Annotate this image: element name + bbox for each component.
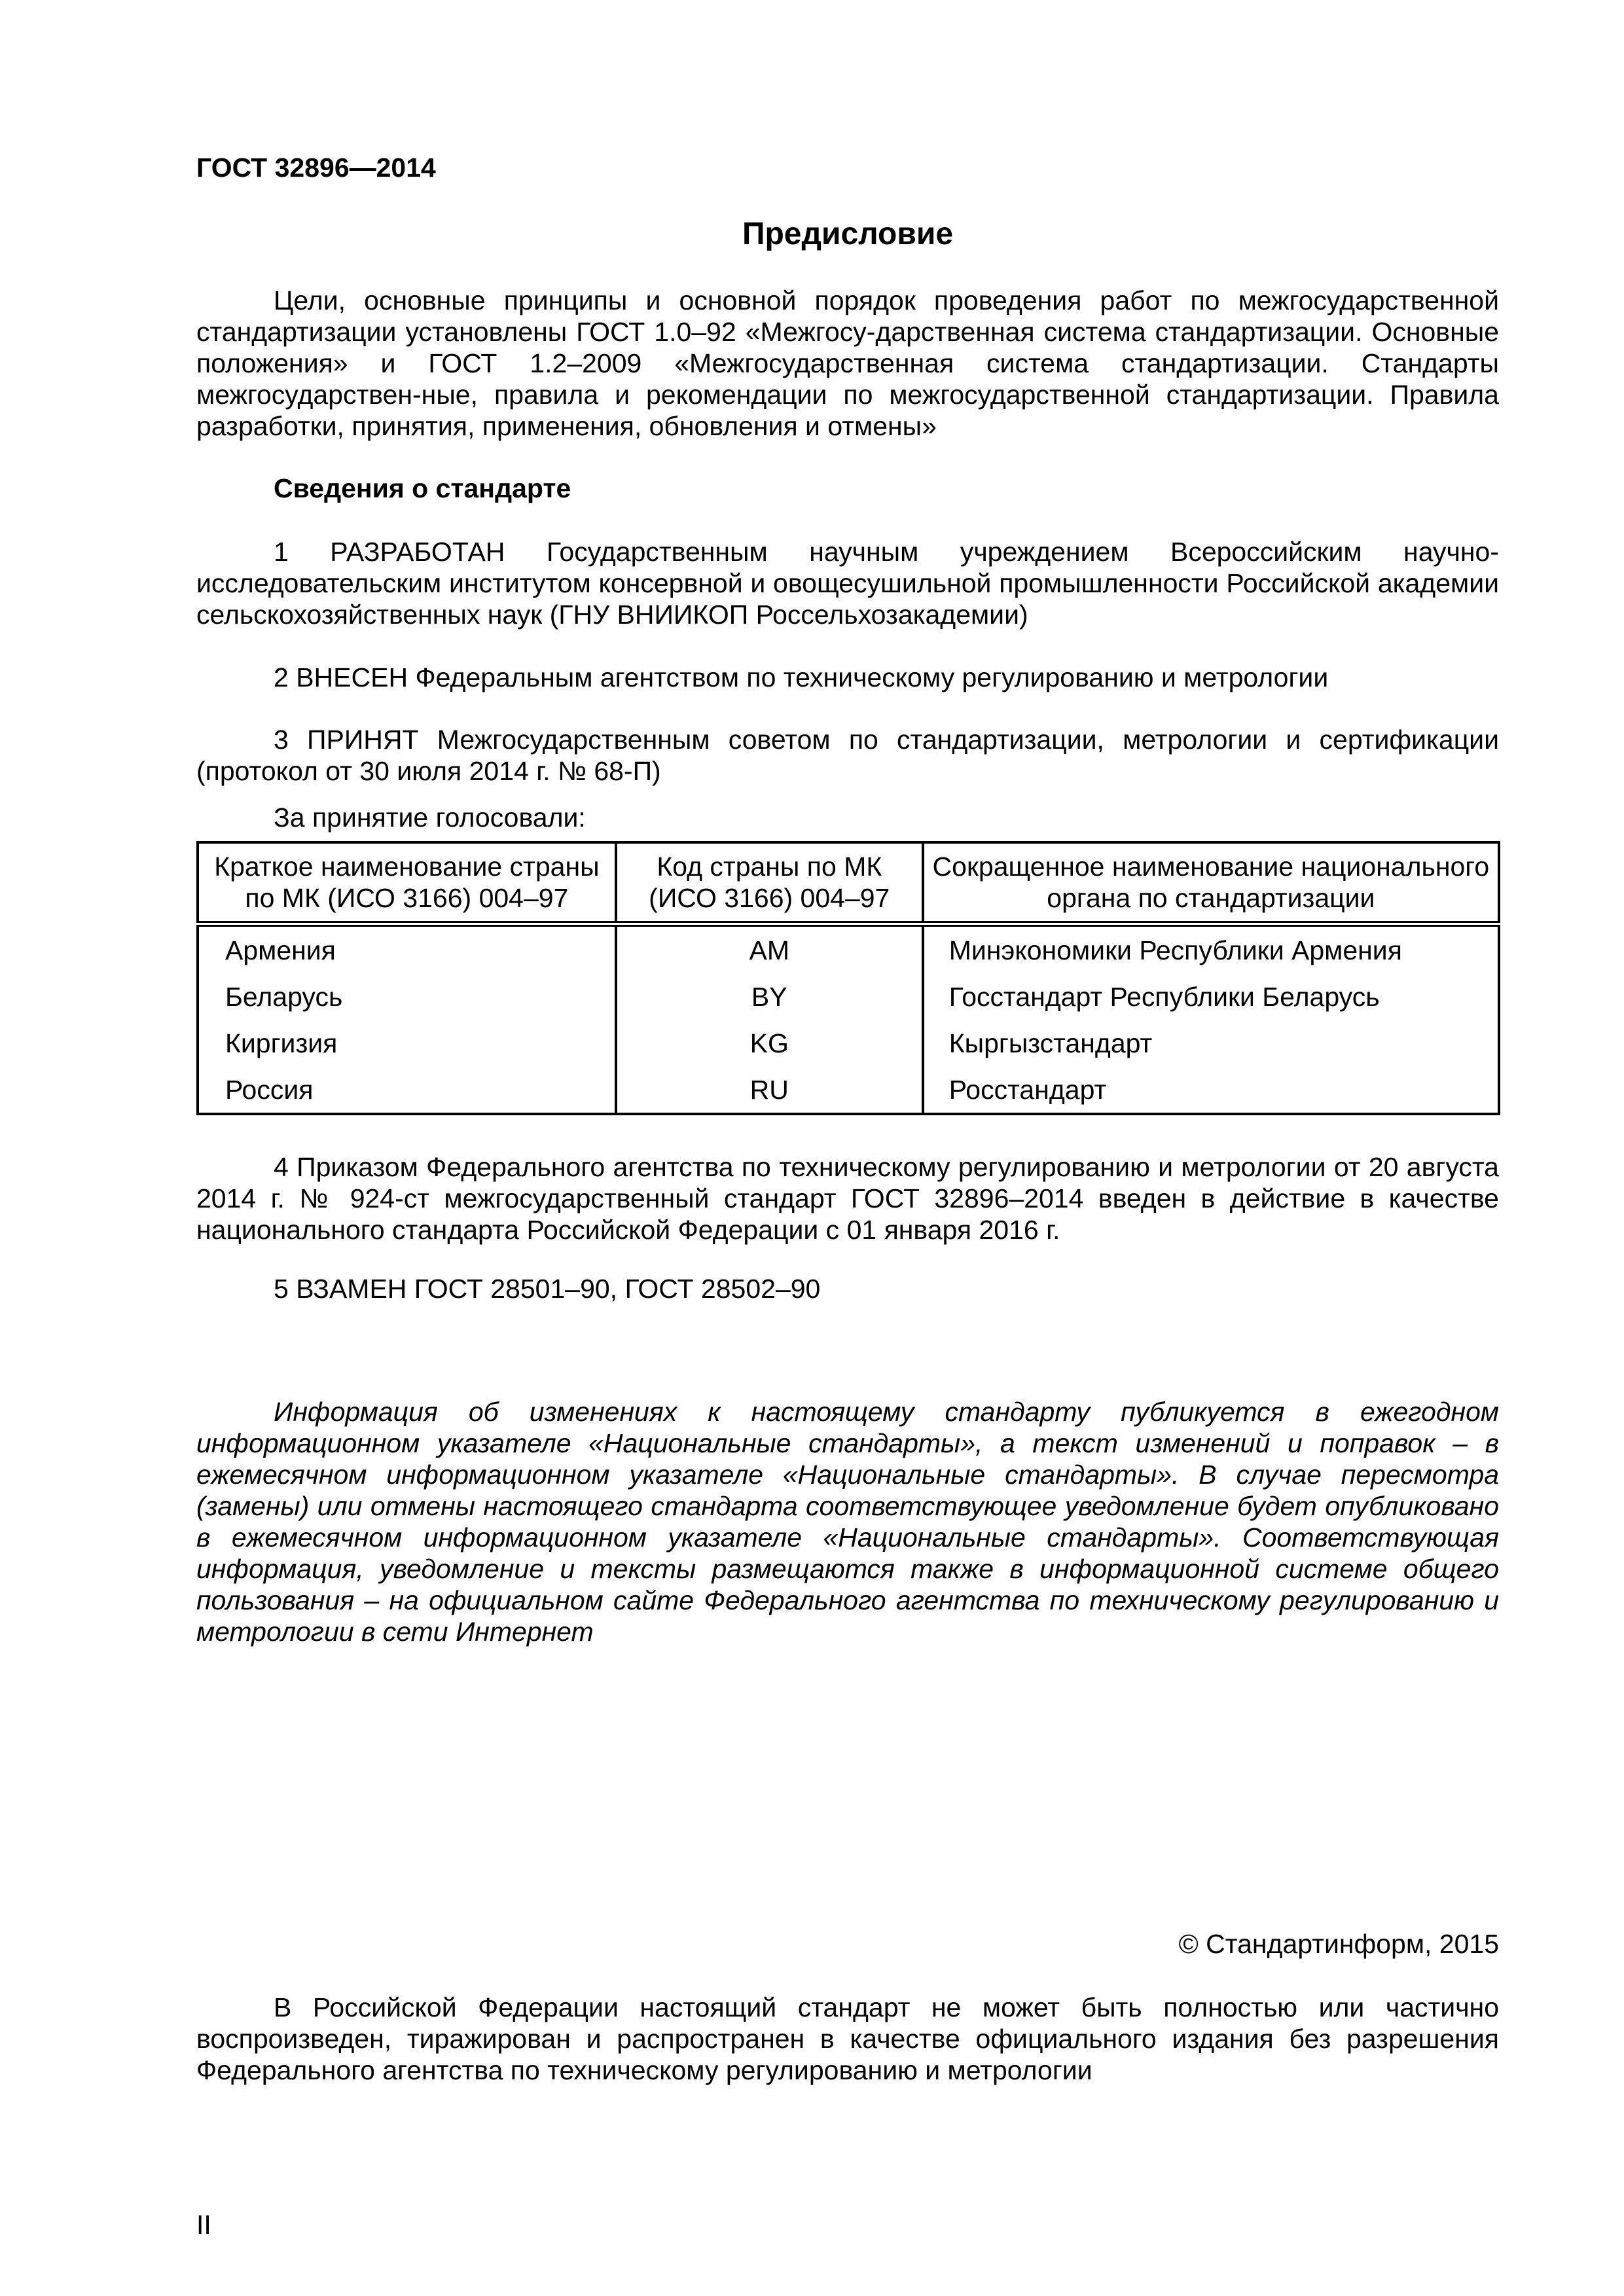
header-country-name: Краткое наименование страны по МК (ИСО 3166) 004–97 <box>198 842 616 924</box>
country-name: Россия <box>198 1066 616 1114</box>
table-row <box>198 924 1499 974</box>
table-row <box>198 1020 1499 1066</box>
header-country-code: Код страны по МК (ИСО 3166) 004–97 <box>616 842 923 924</box>
restriction-paragraph: В Российской Федерации настоящий стандарт не может быть полностью или частично воспроизведен, тиражирован и распространен в качестве официального издания без разрешения Федерального агентства по техническому регулированию и метрологии <box>196 1992 1499 2085</box>
country-code: BY <box>616 973 923 1020</box>
item-developed: 1 РАЗРАБОТАН Государственным научным учреждением Всероссийским научно-исследовательским институтом консервной и овощесушильной промышленности Российской академии сельскохозяйственных наук (ГНУ ВНИИКОП Россельхозакадемии) <box>196 537 1499 630</box>
country-code: KG <box>616 1020 923 1066</box>
standard-code-header: ГОСТ 32896—2014 <box>196 152 436 183</box>
header-standards-body: Сокращенное наименование национального органа по стандартизации <box>923 842 1499 924</box>
country-name: Армения <box>198 924 616 974</box>
voted-label: За принятие голосовали: <box>274 802 586 833</box>
country-code: AM <box>616 924 923 974</box>
country-code: RU <box>616 1066 923 1114</box>
change-info-paragraph: Информация об изменениях к настоящему стандарту публикуется в ежегодном информационном указателе «Национальные стандарты», а текст изменений и поправок – в ежемесячном информационном указателе «Национальные стандарты». В случае пересмотра (замены) или отмены настоящего стандарта соответствующее уведомление будет опубликовано в ежемесячном информационном указателе «Национальные стандарты». Соответствующая информация, уведомление и тексты размещаются также в информационной системе общего пользования – на официальном сайте Федерального агентства по техническому регулированию и метрологии в сети Интернет <box>196 1397 1499 1647</box>
info-heading: Сведения о стандарте <box>274 473 571 503</box>
voting-countries-table <box>196 841 1500 1115</box>
standards-body: Минэкономики Республики Армения <box>923 924 1499 974</box>
page-title: Предисловие <box>742 217 954 251</box>
item-adopted: 3 ПРИНЯТ Межгосударственным советом по стандартизации, метрологии и сертификации (протокол от 30 июля 2014 г. № 68-П) <box>196 725 1499 786</box>
item-replaces: 5 ВЗАМЕН ГОСТ 28501–90, ГОСТ 28502–90 <box>274 1274 821 1304</box>
item-order: 4 Приказом Федерального агентства по техническому регулированию и метрологии от 20 августа 2014 г. № 924-ст межгосударственный стандарт ГОСТ 32896–2014 введен в действие в качестве национального стандарта Российской Федерации с 01 января 2016 г. <box>196 1152 1499 1245</box>
standards-body: Госстандарт Республики Беларусь <box>923 973 1499 1020</box>
intro-paragraph: Цели, основные принципы и основной порядок проведения работ по межгосударственной стандартизации установлены ГОСТ 1.0–92 «Межгосу-дарственная система стандартизации. Основные положения» и ГОСТ 1.2–2009 «Межгосударственная система стандартизации. Стандарты межгосударствен-ные, правила и рекомендации по межгосударственной стандартизации. Правила разработки, принятия, применения, обновления и отмены» <box>196 285 1499 441</box>
copyright-line: © Стандартинформ, 2015 <box>1178 1929 1499 1959</box>
country-name: Киргизия <box>198 1020 616 1066</box>
table-header-row <box>198 842 1499 924</box>
country-name: Беларусь <box>198 973 616 1020</box>
standards-body: Росстандарт <box>923 1066 1499 1114</box>
item-introduced: 2 ВНЕСЕН Федеральным агентством по техническому регулированию и метрологии <box>274 662 1329 692</box>
page-number: II <box>196 2210 211 2240</box>
standards-body: Кыргызстандарт <box>923 1020 1499 1066</box>
table-row <box>198 1066 1499 1114</box>
table-row <box>198 973 1499 1020</box>
